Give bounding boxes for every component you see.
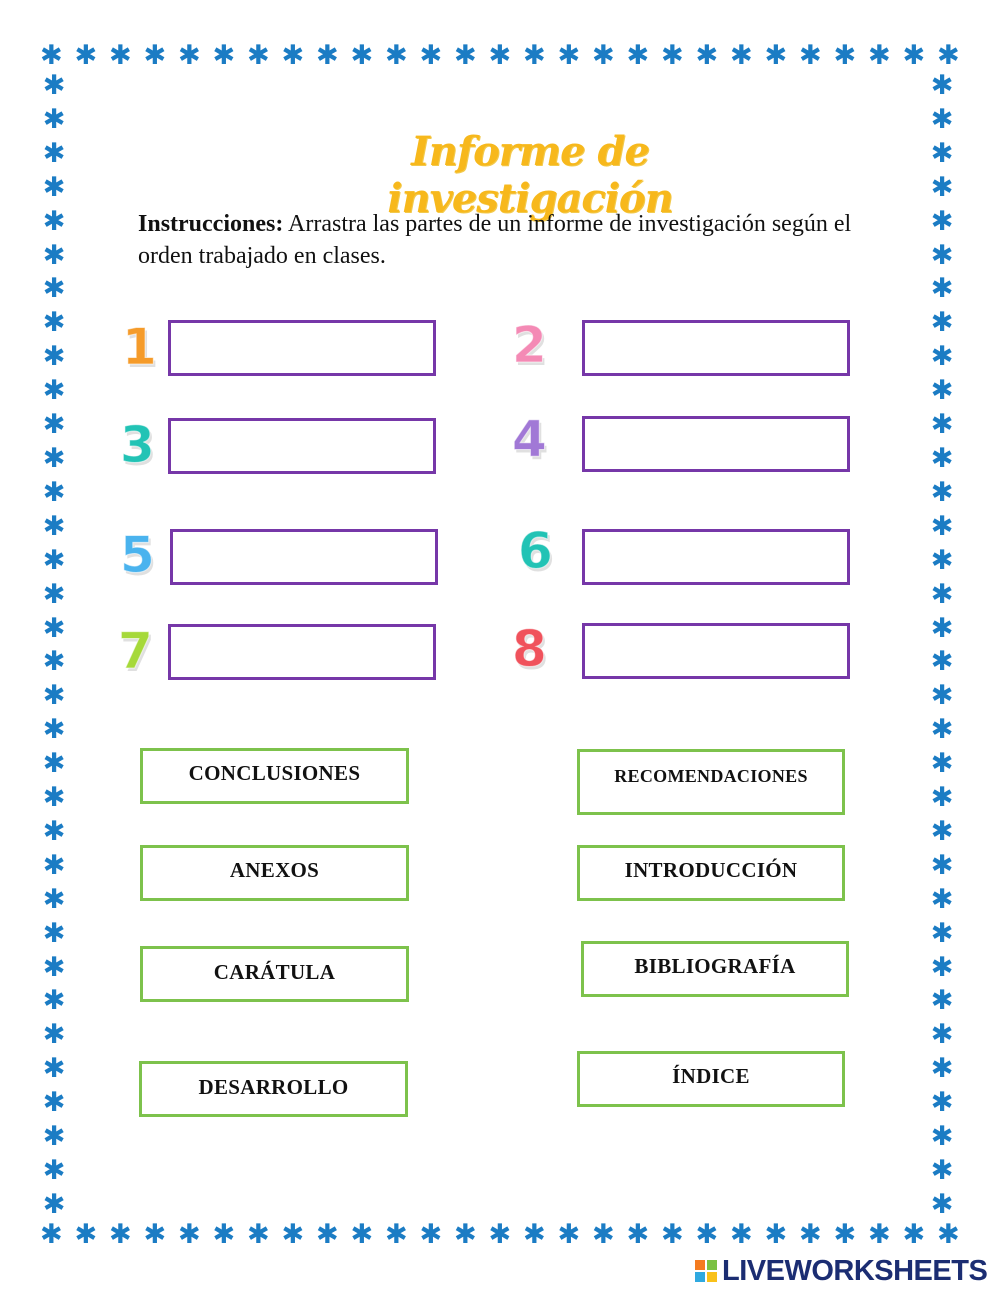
card-label: DESARROLLO <box>198 1075 349 1099</box>
border-star-icon: ✱ <box>143 1218 167 1250</box>
border-star-icon: ✱ <box>42 646 66 678</box>
border-star-icon: ✱ <box>40 39 63 71</box>
instructions <box>138 208 858 272</box>
border-star-icon: ✱ <box>937 39 960 71</box>
border-star-icon: ✱ <box>930 815 954 847</box>
instructions-text: Arrastra las partes de un informe de investigación según el orden trabajado en clases. <box>138 211 852 269</box>
border-star-icon: ✱ <box>40 1218 63 1250</box>
border-star-icon: ✱ <box>557 1218 581 1250</box>
border-star-icon: ✱ <box>42 578 66 610</box>
border-star-icon: ✱ <box>695 1218 719 1250</box>
drop-slot-7[interactable] <box>168 624 436 680</box>
border-star-icon: ✱ <box>930 578 954 610</box>
border-star-icon: ✱ <box>930 307 954 339</box>
border-star-icon: ✱ <box>42 985 66 1017</box>
number-6: 6 <box>518 522 553 580</box>
border-star-icon: ✱ <box>42 612 66 644</box>
border-left <box>38 72 70 1218</box>
border-star-icon: ✱ <box>109 39 132 71</box>
border-star-icon: ✱ <box>316 39 339 71</box>
number-2: 2 <box>512 316 547 374</box>
drop-slot-2[interactable] <box>582 320 850 376</box>
border-star-icon: ✱ <box>930 1019 954 1051</box>
border-star-icon: ✱ <box>350 1218 374 1250</box>
border-star-icon: ✱ <box>902 39 926 71</box>
border-star-icon: ✱ <box>930 375 954 407</box>
border-star-icon: ✱ <box>930 442 954 474</box>
border-star-icon: ✱ <box>695 39 719 71</box>
border-star-icon: ✱ <box>247 1218 270 1250</box>
border-star-icon: ✱ <box>42 442 66 474</box>
border-star-icon: ✱ <box>930 544 954 576</box>
border-star-icon: ✱ <box>42 544 66 576</box>
border-star-icon: ✱ <box>42 409 66 441</box>
border-star-icon: ✱ <box>930 782 954 814</box>
border-star-icon: ✱ <box>42 137 66 169</box>
liveworksheets-logo-icon <box>695 1260 717 1282</box>
border-star-icon: ✱ <box>764 1218 788 1250</box>
border-star-icon: ✱ <box>42 1087 66 1119</box>
border-star-icon: ✱ <box>626 39 650 71</box>
border-star-icon: ✱ <box>74 39 98 71</box>
border-star-icon: ✱ <box>454 1218 477 1250</box>
border-star-icon: ✱ <box>42 307 66 339</box>
drop-slot-8[interactable] <box>582 623 850 679</box>
number-8: 8 <box>512 620 547 678</box>
border-star-icon: ✱ <box>212 39 236 71</box>
border-star-icon: ✱ <box>930 409 954 441</box>
drop-slot-4[interactable] <box>582 416 850 472</box>
border-right <box>926 72 958 1218</box>
border-star-icon: ✱ <box>385 1218 408 1250</box>
border-star-icon: ✱ <box>42 815 66 847</box>
border-star-icon: ✱ <box>799 39 822 71</box>
border-star-icon: ✱ <box>42 849 66 881</box>
card-introduccion[interactable] <box>577 845 845 901</box>
border-star-icon: ✱ <box>930 748 954 780</box>
border-star-icon: ✱ <box>42 714 66 746</box>
border-star-icon: ✱ <box>799 1218 822 1250</box>
border-star-icon: ✱ <box>385 39 408 71</box>
border-star-icon: ✱ <box>833 39 857 71</box>
card-label: ANEXOS <box>229 858 320 882</box>
border-star-icon: ✱ <box>592 39 615 71</box>
border-star-icon: ✱ <box>937 1218 960 1250</box>
brand-name: LIVEWORKSHEETS <box>722 1254 988 1287</box>
drop-slot-3[interactable] <box>168 418 436 474</box>
border-star-icon: ✱ <box>42 1053 66 1085</box>
border-star-icon: ✱ <box>730 39 753 71</box>
border-star-icon: ✱ <box>930 1155 954 1186</box>
border-star-icon: ✱ <box>281 39 305 71</box>
border-star-icon: ✱ <box>930 171 954 203</box>
border-star-icon: ✱ <box>143 39 167 71</box>
border-star-icon: ✱ <box>930 849 954 881</box>
border-star-icon: ✱ <box>42 103 66 135</box>
border-star-icon: ✱ <box>488 39 512 71</box>
border-star-icon: ✱ <box>930 1053 954 1085</box>
border-star-icon: ✱ <box>419 1218 443 1250</box>
border-star-icon: ✱ <box>42 70 66 101</box>
border-star-icon: ✱ <box>42 1121 66 1153</box>
border-star-icon: ✱ <box>42 883 66 915</box>
liveworksheets-logo <box>695 1254 987 1288</box>
border-star-icon: ✱ <box>178 1218 201 1250</box>
border-star-icon: ✱ <box>42 205 66 237</box>
border-star-icon: ✱ <box>930 103 954 135</box>
border-star-icon: ✱ <box>523 39 546 71</box>
border-star-icon: ✱ <box>454 39 477 71</box>
border-star-icon: ✱ <box>868 39 891 71</box>
card-indice[interactable] <box>577 1051 845 1107</box>
border-star-icon: ✱ <box>350 39 374 71</box>
card-bibliografia[interactable] <box>581 941 849 997</box>
border-star-icon: ✱ <box>930 510 954 542</box>
border-star-icon: ✱ <box>930 137 954 169</box>
card-desarrollo[interactable] <box>139 1061 408 1117</box>
border-star-icon: ✱ <box>868 1218 891 1250</box>
drop-slot-6[interactable] <box>582 529 850 585</box>
number-1: 1 <box>122 318 157 376</box>
border-star-icon: ✱ <box>833 1218 857 1250</box>
number-7: 7 <box>118 622 153 680</box>
instructions-label: Instrucciones: <box>138 211 284 237</box>
card-label: BIBLIOGRAFÍA <box>634 954 796 978</box>
border-star-icon: ✱ <box>557 39 581 71</box>
border-star-icon: ✱ <box>902 1218 926 1250</box>
card-recomendaciones[interactable] <box>577 749 845 815</box>
border-star-icon: ✱ <box>930 714 954 746</box>
card-anexos[interactable] <box>140 845 409 901</box>
border-star-icon: ✱ <box>42 239 66 271</box>
border-star-icon: ✱ <box>523 1218 546 1250</box>
card-caratula[interactable] <box>140 946 409 1002</box>
border-star-icon: ✱ <box>930 985 954 1017</box>
border-star-icon: ✱ <box>74 1218 98 1250</box>
border-star-icon: ✱ <box>42 917 66 949</box>
card-conclusiones[interactable] <box>140 748 409 804</box>
number-3: 3 <box>120 416 155 474</box>
border-star-icon: ✱ <box>930 70 954 101</box>
border-star-icon: ✱ <box>930 883 954 915</box>
border-star-icon: ✱ <box>316 1218 339 1250</box>
border-star-icon: ✱ <box>730 1218 753 1250</box>
border-star-icon: ✱ <box>42 510 66 542</box>
border-star-icon: ✱ <box>661 1218 684 1250</box>
border-star-icon: ✱ <box>930 205 954 237</box>
border-star-icon: ✱ <box>930 239 954 271</box>
page-title: Informe de investigación <box>387 128 673 222</box>
drop-slot-5[interactable] <box>170 529 438 585</box>
border-star-icon: ✱ <box>42 171 66 203</box>
border-star-icon: ✱ <box>592 1218 615 1250</box>
border-star-icon: ✱ <box>247 39 270 71</box>
border-star-icon: ✱ <box>930 1121 954 1153</box>
border-star-icon: ✱ <box>42 375 66 407</box>
border-star-icon: ✱ <box>930 612 954 644</box>
border-star-icon: ✱ <box>930 917 954 949</box>
number-5: 5 <box>120 526 155 584</box>
border-star-icon: ✱ <box>42 1188 66 1220</box>
border-star-icon: ✱ <box>930 476 954 508</box>
border-star-icon: ✱ <box>42 951 66 983</box>
border-star-icon: ✱ <box>109 1218 132 1250</box>
drop-slot-1[interactable] <box>168 320 436 376</box>
border-top <box>40 39 960 71</box>
border-star-icon: ✱ <box>42 273 66 305</box>
border-star-icon: ✱ <box>42 748 66 780</box>
border-star-icon: ✱ <box>419 39 443 71</box>
border-star-icon: ✱ <box>488 1218 512 1250</box>
border-star-icon: ✱ <box>930 1188 954 1220</box>
border-star-icon: ✱ <box>42 782 66 814</box>
border-star-icon: ✱ <box>42 1019 66 1051</box>
border-star-icon: ✱ <box>42 1155 66 1186</box>
border-bottom <box>40 1218 960 1250</box>
border-star-icon: ✱ <box>764 39 788 71</box>
card-label: ÍNDICE <box>672 1064 750 1088</box>
card-label: INTRODUCCIÓN <box>624 858 798 882</box>
border-star-icon: ✱ <box>42 476 66 508</box>
border-star-icon: ✱ <box>930 680 954 712</box>
border-star-icon: ✱ <box>178 39 201 71</box>
border-star-icon: ✱ <box>42 680 66 712</box>
border-star-icon: ✱ <box>281 1218 305 1250</box>
border-star-icon: ✱ <box>212 1218 236 1250</box>
card-label: CARÁTULA <box>213 960 336 984</box>
border-star-icon: ✱ <box>930 273 954 305</box>
border-star-icon: ✱ <box>626 1218 650 1250</box>
card-label: CONCLUSIONES <box>188 761 361 785</box>
number-4: 4 <box>512 410 547 468</box>
border-star-icon: ✱ <box>930 951 954 983</box>
border-star-icon: ✱ <box>930 341 954 373</box>
border-star-icon: ✱ <box>42 341 66 373</box>
border-star-icon: ✱ <box>930 646 954 678</box>
border-star-icon: ✱ <box>930 1087 954 1119</box>
card-label: RECOMENDACIONES <box>614 766 808 786</box>
border-star-icon: ✱ <box>661 39 684 71</box>
